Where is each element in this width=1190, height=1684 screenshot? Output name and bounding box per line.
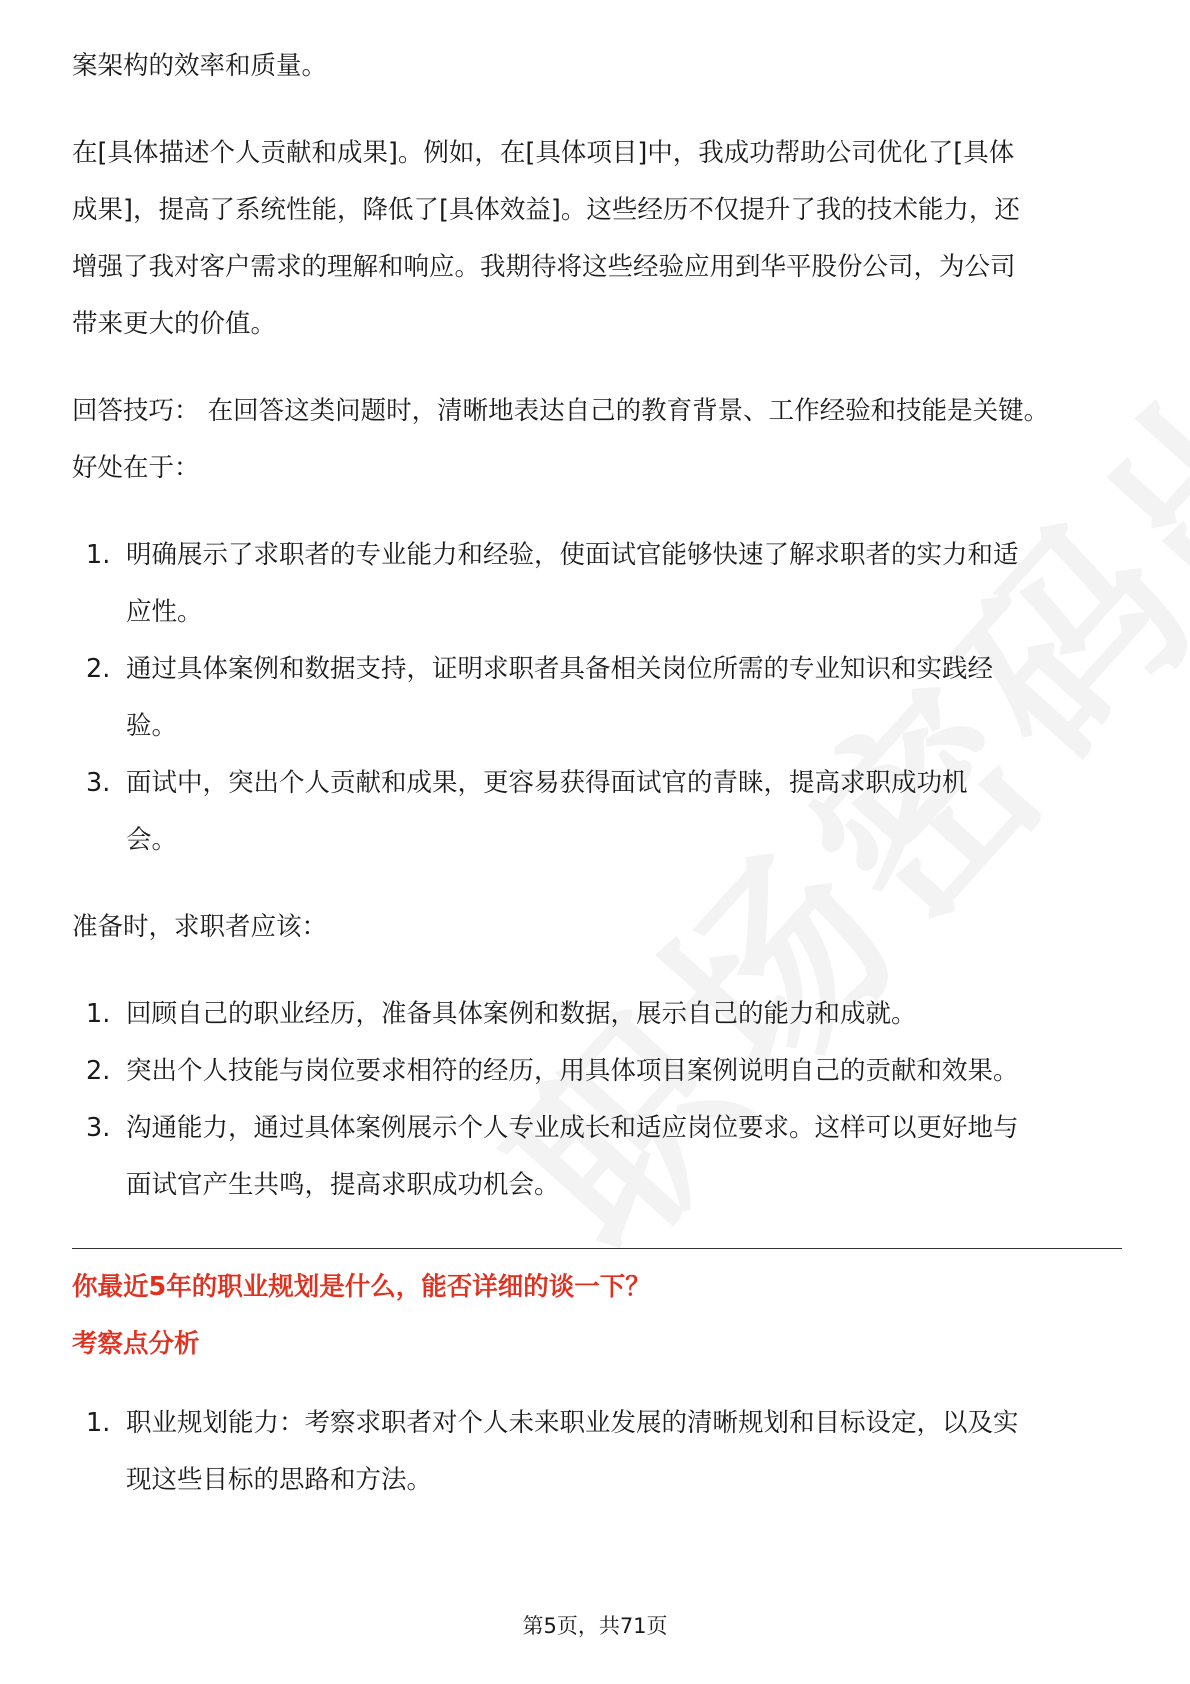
contribution-paragraph: 在[具体描述个人贡献和成果]。例如，在[具体项目]中，我成功帮助公司优化了[具体成果]，提高了系统性能，降低了[具体效益]。这些经历不仅提升了我的技术能力，还增强了我对客户需求的理解和响应。我期待将这些经验应用到华平股份公司，为公司带来更大的价值。 xyxy=(72,138,1020,339)
prep-intro-paragraph: 准备时，求职者应该： xyxy=(72,912,328,942)
analysis-list xyxy=(72,1395,1042,1509)
benefits-list xyxy=(72,527,1042,869)
intro-tail-paragraph: 案架构的效率和质量。 xyxy=(72,51,328,81)
list-item: 3. 沟通能力，通过具体案例展示个人专业成长和适应岗位要求。这样可以更好地与面试官产生共鸣，提高求职成功机会。 xyxy=(86,1113,1019,1200)
page-number-footer: 第5页，共71页 xyxy=(522,1614,668,1638)
tips-intro-paragraph: 回答技巧： 在回答这类问题时，清晰地表达自己的教育背景、工作经验和技能是关键。好处在于： xyxy=(72,396,1050,483)
section-divider xyxy=(72,1248,1122,1249)
prep-list xyxy=(72,986,1042,1214)
page-content xyxy=(72,38,1122,1509)
list-item: 1. 回顾自己的职业经历，准备具体案例和数据，展示自己的能力和成就。 xyxy=(86,999,917,1029)
question-heading: 你最近5年的职业规划是什么，能否详细的谈一下？ xyxy=(72,1272,651,1302)
list-item: 3. 面试中，突出个人贡献和成果，更容易获得面试官的青睐，提高求职成功机会。 xyxy=(86,768,968,855)
list-item: 2. 突出个人技能与岗位要求相符的经历，用具体项目案例说明自己的贡献和效果。 xyxy=(86,1056,1019,1086)
list-item: 2. 通过具体案例和数据支持，证明求职者具备相关岗位所需的专业知识和实践经验。 xyxy=(86,654,994,741)
list-item: 1. 职业规划能力：考察求职者对个人未来职业发展的清晰规划和目标设定，以及实现这些目标的思路和方法。 xyxy=(86,1408,1019,1495)
analysis-heading: 考察点分析 xyxy=(72,1329,200,1359)
list-item: 1. 明确展示了求职者的专业能力和经验，使面试官能够快速了解求职者的实力和适应性。 xyxy=(86,540,1019,627)
